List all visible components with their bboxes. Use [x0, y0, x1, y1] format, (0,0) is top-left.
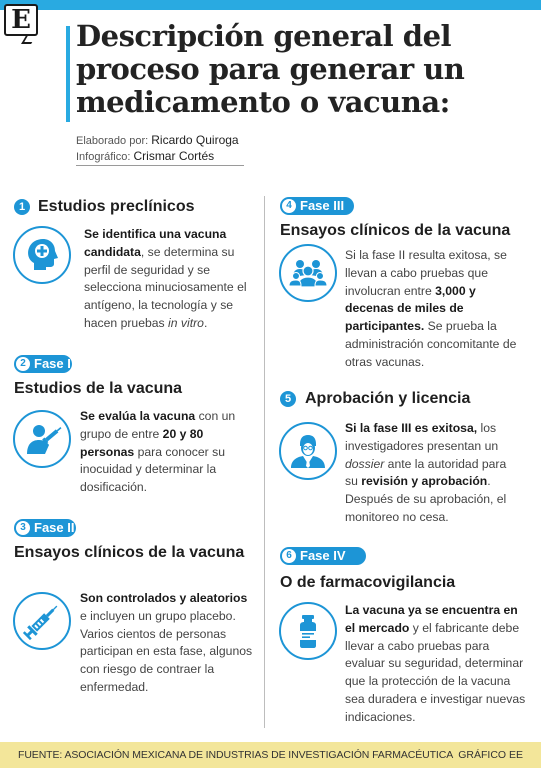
footer-graphic-credit: GRÁFICO EE: [458, 749, 523, 761]
credit-author-name: Ricardo Quiroga: [151, 133, 239, 147]
phase-badge-label: Fase III: [300, 198, 345, 213]
section-title-2: Estudios de la vacuna: [14, 380, 183, 397]
footer-source: FUENTE: ASOCIACIÓN MEXICANA DE INDUSTRIAS DE INVESTIGACIÓN FARMACÉUTICA: [18, 749, 454, 761]
credit-author: [76, 133, 239, 147]
head-plus-icon: [13, 226, 71, 284]
footer-bar: [0, 742, 541, 768]
crowd-icon: [279, 244, 337, 302]
section-title-3: Ensayos clínicos de la vacuna: [14, 544, 245, 561]
section-body-3: Son controlados y aleatorios e incluyen un grupo placebo. Varios cientos de personas participan en esta fase, algunos con riesgo de contraer la enfermedad.: [80, 591, 253, 694]
official-icon: [279, 422, 337, 480]
section-title-6: O de farmacovigilancia: [280, 574, 456, 591]
page-title: Descripción general del proceso para generar un medicamento o vacuna:: [76, 19, 465, 119]
logo-letter: E: [11, 5, 31, 35]
syringe-icon: [13, 592, 71, 650]
publication-logo: [4, 4, 42, 42]
credit-graphic-label: Infográfico:: [76, 151, 131, 163]
phase-badge-number: 6: [282, 549, 296, 563]
section-body-1: Se identifica una vacuna candidata, se determina su perfil de seguridad y se selecciona minuciosamente el antígeno, la tecnología y se hacen pruebas in vitro.: [84, 227, 247, 330]
person-syringe-icon: [13, 410, 71, 468]
phase-badge-label: Fase II: [34, 520, 75, 535]
section-body-5: Si la fase III es exitosa, los investigadores presentan un dossier ante la autoridad para su revisión y aprobación. Después de su aprobación, el monitoreo no cesa.: [345, 421, 507, 524]
phase-badge-2: [14, 519, 76, 537]
credit-graphic-name: Crismar Cortés: [133, 149, 215, 163]
credit-divider: [76, 165, 244, 166]
phase-badge-number: 3: [16, 521, 30, 535]
phase-badge-number: 4: [282, 199, 296, 213]
section-body-2: Se evalúa la vacuna con un grupo de entre 20 y 80 personas para conocer su inocuidad y determinar la dosificación.: [80, 409, 236, 495]
phase-badge-label: Fase I: [34, 356, 71, 371]
section-title-4: Ensayos clínicos de la vacuna: [280, 222, 511, 239]
phase-badge-label: Fase IV: [300, 548, 346, 563]
step-number-5: 5: [280, 391, 296, 407]
top-accent-bar: [0, 0, 541, 10]
credit-author-label: Elaborado por:: [76, 135, 149, 147]
phase-badge-3: [280, 197, 354, 215]
step-number-1: 1: [14, 199, 30, 215]
title-accent-rule: [66, 26, 70, 122]
phase-badge-1: [14, 355, 72, 373]
section-title-5: Aprobación y licencia: [305, 390, 471, 407]
section-body-4: Si la fase II resulta exitosa, se llevan a cabo pruebas que involucran entre 3,000 y decenas de miles de participantes. Se prueba la administración concomitante de otras vacunas.: [345, 248, 517, 369]
vial-icon: [279, 602, 337, 660]
section-body-6: La vacuna ya se encuentra en el mercado y el fabricante debe llevar a cabo pruebas para evaluar su seguridad, determinar que la protección de la vacuna sea duradera e investigar nuevas indicaciones.: [345, 603, 526, 724]
section-title-1: Estudios preclínicos: [38, 198, 195, 215]
phase-badge-4: [280, 547, 366, 565]
credit-graphic: [76, 149, 214, 163]
phase-badge-number: 2: [16, 357, 30, 371]
column-divider: [264, 196, 265, 728]
